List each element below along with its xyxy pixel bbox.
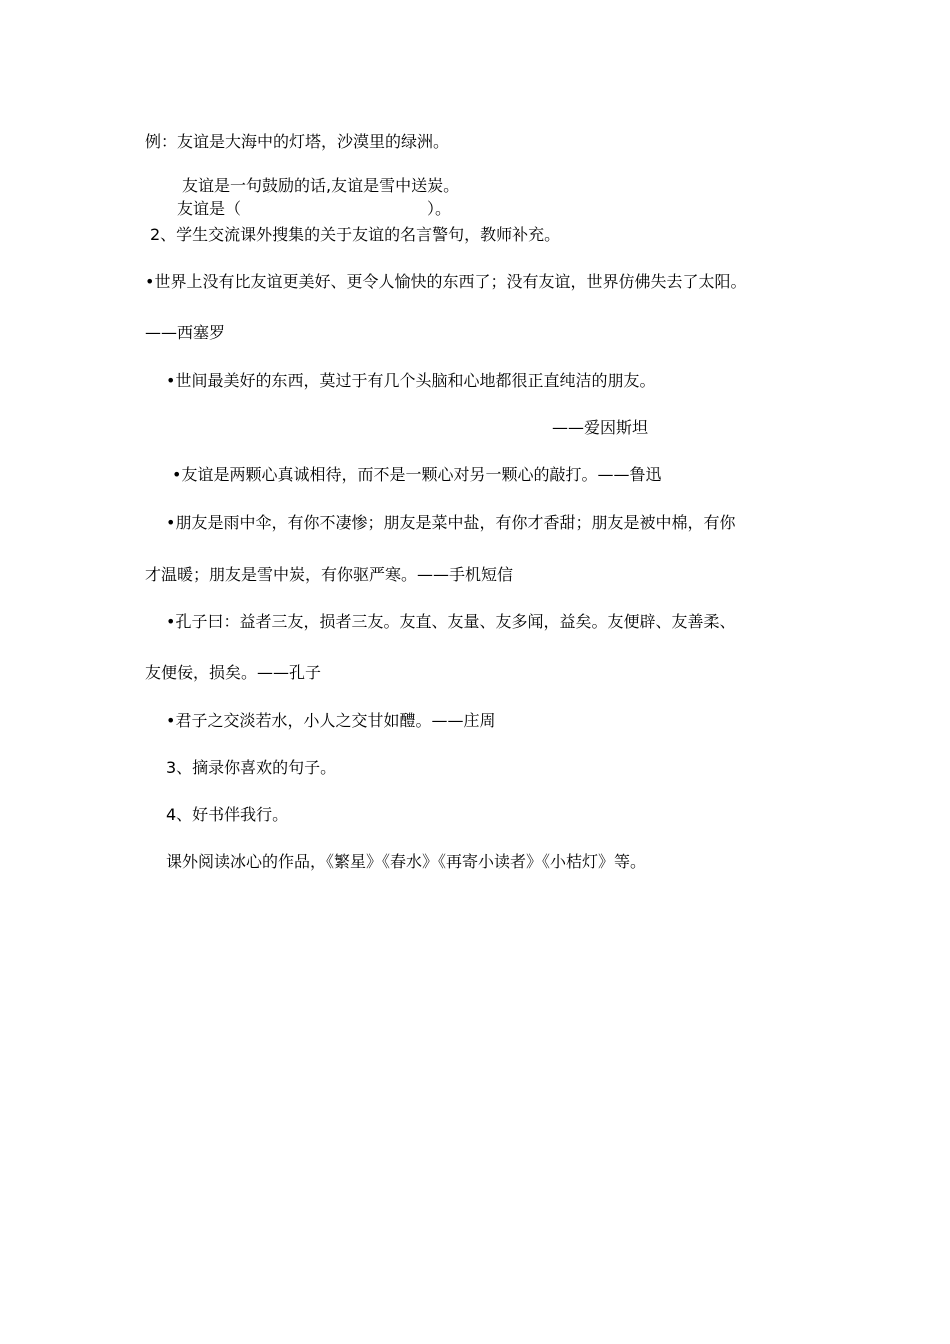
quote-2-text: •世间最美好的东西，莫过于有几个头脑和心地都很正直纯洁的朋友。: [166, 371, 656, 390]
quote-4-continuation: 才温暖；朋友是雪中炭，有你驱严寒。——手机短信: [145, 565, 514, 584]
item-4-heading: 4、好书伴我行。: [166, 805, 289, 824]
item-3-heading: 3、摘录你喜欢的句子。: [166, 758, 337, 777]
quote-2-author: ——爱因斯坦: [552, 418, 649, 437]
quote-1-text: •世界上没有比友谊更美好、更令人愉快的东西了；没有友谊，世界仿佛失去了太阳。: [145, 272, 747, 291]
fill-in-blank: [177, 199, 451, 219]
fill-in-blank-open: 友谊是（: [177, 199, 242, 218]
example-sentence-2: 友谊是一句鼓励的话,友谊是雪中送炭。: [182, 176, 460, 195]
item-2-heading: 2、学生交流课外搜集的关于友谊的名言警句，教师补充。: [150, 225, 561, 244]
example-sentence: 例：友谊是大海中的灯塔，沙漠里的绿洲。: [145, 132, 450, 151]
quote-3-text: •友谊是两颗心真诚相待，而不是一颗心对另一颗心的敲打。——鲁迅: [172, 465, 662, 484]
quote-5-continuation: 友便佞，损矣。——孔子: [145, 663, 322, 682]
fill-in-blank-close: ）。: [427, 199, 452, 218]
quote-1-author: ——西塞罗: [145, 323, 226, 342]
reading-list: 课外阅读冰心的作品，《繁星》《春水》《再寄小读者》《小桔灯》等。: [166, 852, 647, 871]
quote-5-text: •孔子曰：益者三友，损者三友。友直、友量、友多闻，益矣。友便辟、友善柔、: [166, 612, 736, 631]
quote-6-text: •君子之交淡若水，小人之交甘如醴。——庄周: [166, 711, 496, 730]
quote-4-text: •朋友是雨中伞，有你不凄惨；朋友是菜中盐，有你才香甜；朋友是被中棉，有你: [166, 513, 736, 532]
